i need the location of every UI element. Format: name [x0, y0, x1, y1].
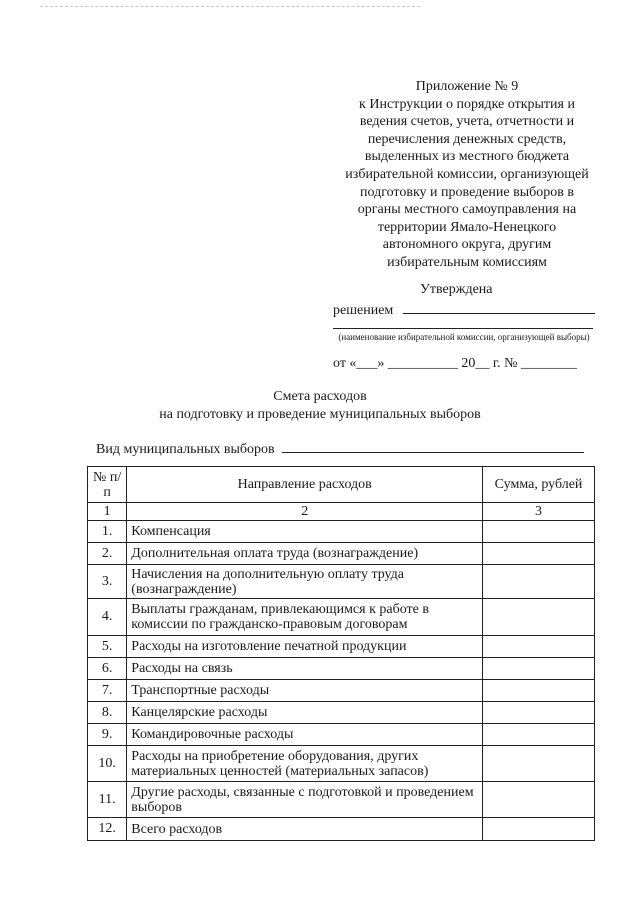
row-sum-cell[interactable] [483, 782, 595, 818]
table-row [88, 521, 595, 543]
column-number: 1 [88, 503, 127, 521]
appendix-line: Приложение № 9 [415, 79, 519, 94]
row-number: 5. [88, 636, 127, 658]
header-number: № п/п [88, 467, 127, 503]
row-text: Начисления на дополнительную оплату труда (вознаграждение) [127, 565, 483, 599]
table-column-number-row [88, 503, 595, 521]
decision-date-row[interactable]: от «___» __________ 20__ г. № ________ [333, 356, 577, 371]
row-text: Расходы на связь [127, 658, 483, 680]
appendix-line: ведения счетов, учета, отчетности и [359, 114, 575, 130]
header-direction: Направление расходов [127, 467, 483, 503]
decision-label: решением [333, 303, 394, 318]
commission-name-line[interactable] [333, 328, 593, 329]
appendix-line: перечисления денежных средств, [367, 131, 567, 147]
appendix-line: к Инструкции о порядке открытия и [359, 96, 575, 112]
table-row [88, 565, 595, 599]
appendix-line: автономного округа, другим [382, 237, 552, 253]
row-number: 7. [88, 680, 127, 702]
table-header-row [88, 467, 595, 503]
scan-artifact-line [40, 6, 420, 11]
approved-label: Утверждена [420, 282, 493, 297]
appendix-line: подготовку и проведение выборов в [359, 184, 574, 200]
row-number: 2. [88, 543, 127, 565]
table-row [88, 746, 595, 782]
document-title: Смета расходов [273, 389, 367, 404]
row-sum-cell[interactable] [483, 680, 595, 702]
table-row [88, 599, 595, 636]
row-sum-cell[interactable] [483, 543, 595, 565]
table-row [88, 680, 595, 702]
row-number: 10. [88, 746, 127, 782]
election-kind-blank-line[interactable] [282, 440, 584, 453]
commission-caption: (наименование избирательной комиссии, организующей выборы) [338, 332, 590, 342]
table-row [88, 702, 595, 724]
header-sum: Сумма, рублей [483, 467, 595, 503]
appendix-line: органы местного самоуправления на [357, 202, 577, 218]
appendix-line: избирательным комиссиям [387, 254, 547, 270]
appendix-line: территории Ямало-Ненецкого [377, 219, 557, 235]
election-kind-label: Вид муниципальных выборов [96, 442, 275, 457]
row-text: Всего расходов [127, 818, 483, 841]
row-sum-cell[interactable] [483, 636, 595, 658]
row-text: Канцелярские расходы [127, 702, 483, 724]
appendix-line: выделенных из местного бюджета [364, 149, 570, 165]
row-text: Другие расходы, связанные с подготовкой и проведением выборов [127, 782, 483, 818]
row-text: Выплаты гражданам, привлекающимся к работе в комиссии по гражданско-правовым договорам [127, 599, 483, 636]
row-sum-cell[interactable] [483, 565, 595, 599]
appendix-line: избирательной комиссии, организующей [345, 166, 589, 182]
expense-table [87, 466, 595, 841]
row-number: 8. [88, 702, 127, 724]
document-subtitle: на подготовку и проведение муниципальных выборов [159, 407, 481, 422]
row-number: 6. [88, 658, 127, 680]
row-text: Расходы на приобретение оборудования, других материальных ценностей (материальных запасов) [127, 746, 483, 782]
appendix-block [318, 78, 616, 272]
table-row [88, 636, 595, 658]
decision-blank-line[interactable] [403, 301, 595, 314]
table-row [88, 782, 595, 818]
row-number: 11. [88, 782, 127, 818]
column-number: 2 [127, 503, 483, 521]
decision-row [333, 301, 595, 319]
row-sum-cell[interactable] [483, 724, 595, 746]
row-number: 3. [88, 565, 127, 599]
row-sum-cell[interactable] [483, 818, 595, 841]
row-sum-cell[interactable] [483, 746, 595, 782]
table-row [88, 724, 595, 746]
row-number: 9. [88, 724, 127, 746]
table-row [88, 543, 595, 565]
row-number: 4. [88, 599, 127, 636]
row-number: 12. [88, 818, 127, 841]
row-sum-cell[interactable] [483, 521, 595, 543]
row-text: Дополнительная оплата труда (вознаграждение) [127, 543, 483, 565]
row-number: 1. [88, 521, 127, 543]
row-text: Транспортные расходы [127, 680, 483, 702]
table-row-total [88, 818, 595, 841]
row-text: Компенсация [127, 521, 483, 543]
row-sum-cell[interactable] [483, 599, 595, 636]
election-kind-row [96, 440, 584, 458]
table-row [88, 658, 595, 680]
row-sum-cell[interactable] [483, 658, 595, 680]
column-number: 3 [483, 503, 595, 521]
row-sum-cell[interactable] [483, 702, 595, 724]
row-text: Командировочные расходы [127, 724, 483, 746]
row-text: Расходы на изготовление печатной продукции [127, 636, 483, 658]
